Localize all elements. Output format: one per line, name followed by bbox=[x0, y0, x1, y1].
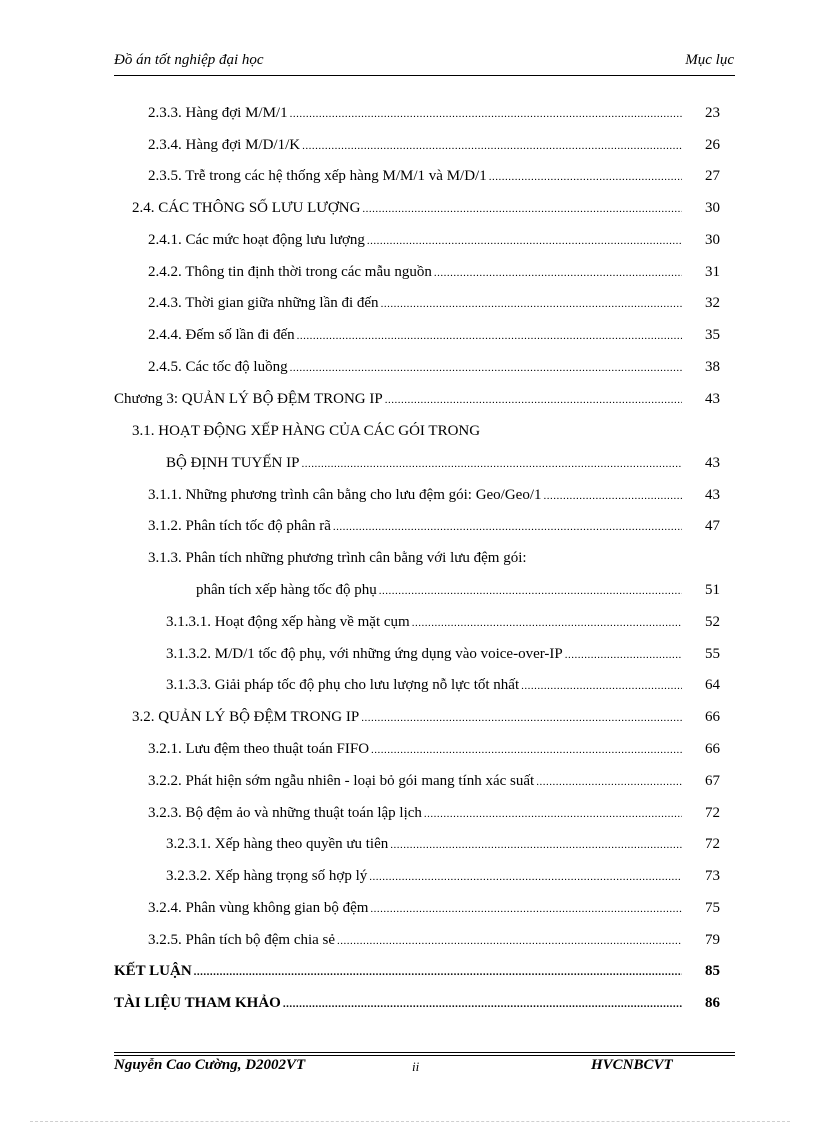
toc-page-number: 55 bbox=[705, 646, 720, 662]
toc-page-number: 67 bbox=[705, 773, 720, 789]
toc-page-number: 79 bbox=[705, 932, 720, 948]
dot-leader bbox=[385, 392, 682, 408]
toc-entry-3-1-3-continued[interactable]: phân tích xếp hàng tốc độ phụ ..... 51 bbox=[196, 575, 720, 599]
toc-entry-2-4-5[interactable]: 2.4.5. Các tốc độ luồng ..... 38 bbox=[148, 352, 720, 376]
toc-page-number: 64 bbox=[705, 677, 720, 693]
toc-page-number: 30 bbox=[705, 200, 720, 216]
toc-page-number: 47 bbox=[705, 518, 720, 534]
dot-leader bbox=[290, 360, 682, 376]
header-document-title: Đồ án tốt nghiệp đại học bbox=[114, 52, 264, 68]
footer-divider bbox=[114, 1052, 735, 1053]
dot-leader bbox=[369, 869, 682, 885]
dot-leader bbox=[544, 488, 682, 504]
dot-leader bbox=[337, 933, 682, 949]
dot-leader bbox=[379, 583, 682, 599]
dot-leader bbox=[390, 837, 682, 853]
dot-leader bbox=[194, 964, 682, 980]
page-edge bbox=[30, 1121, 790, 1122]
dot-leader bbox=[290, 106, 682, 122]
header-section-title: Mục lục bbox=[685, 52, 734, 68]
dot-leader bbox=[361, 710, 682, 726]
toc-entry-3-1-continued[interactable]: BỘ ĐỊNH TUYẾN IP ..... 43 bbox=[166, 448, 720, 472]
dot-leader bbox=[301, 456, 682, 472]
toc-page-number: 72 bbox=[705, 805, 720, 821]
toc-entry-2-4-3[interactable]: 2.4.3. Thời gian giữa những lần đi đến ..... 32 bbox=[148, 288, 720, 312]
toc-entry-3-2-1[interactable]: 3.2.1. Lưu đệm theo thuật toán FIFO ..... 66 bbox=[148, 734, 720, 758]
dot-leader bbox=[283, 996, 682, 1012]
dot-leader bbox=[565, 647, 682, 663]
toc-page-number: 86 bbox=[705, 995, 720, 1011]
toc-page-number: 43 bbox=[705, 487, 720, 503]
dot-leader bbox=[381, 296, 682, 312]
dot-leader bbox=[371, 742, 682, 758]
toc-page-number: 66 bbox=[705, 709, 720, 725]
toc-entry-3-2-3[interactable]: 3.2.3. Bộ đệm ảo và những thuật toán lập lịch ..... 72 bbox=[148, 798, 720, 822]
toc-page-number: 72 bbox=[705, 836, 720, 852]
toc-page-number: 85 bbox=[705, 963, 720, 979]
toc-entry-3-1-3-2[interactable]: 3.1.3.2. M/D/1 tốc độ phụ, với những ứng dụng vào voice-over-IP ..... 55 bbox=[166, 639, 720, 663]
toc-entry-3-2-5[interactable]: 3.2.5. Phân tích bộ đệm chia sẻ ..... 79 bbox=[148, 925, 720, 949]
toc-page-number: 75 bbox=[705, 900, 720, 916]
toc-page-number: 31 bbox=[705, 264, 720, 280]
toc-entry-2-3-5[interactable]: 2.3.5. Trễ trong các hệ thống xếp hàng M/M/1 và M/D/1 ..... 27 bbox=[148, 161, 720, 185]
dot-leader bbox=[362, 201, 682, 217]
toc-entry-3-1-2[interactable]: 3.1.2. Phân tích tốc độ phân rã ..... 47 bbox=[148, 511, 720, 535]
toc-entry-chapter-3[interactable]: Chương 3: QUẢN LÝ BỘ ĐỆM TRONG IP ..... 43 bbox=[114, 384, 720, 408]
dot-leader bbox=[370, 901, 682, 917]
toc-entry-3-1-3-1[interactable]: 3.1.3.1. Hoạt động xếp hàng về mặt cụm ..... 52 bbox=[166, 607, 720, 631]
toc-entry-2-4[interactable]: 2.4. CÁC THÔNG SỐ LƯU LƯỢNG ..... 30 bbox=[132, 193, 720, 217]
toc-page-number: 38 bbox=[705, 359, 720, 375]
toc-page-number: 30 bbox=[705, 232, 720, 248]
toc-entry-2-4-2[interactable]: 2.4.2. Thông tin định thời trong các mẫu nguồn ..... 31 bbox=[148, 257, 720, 281]
toc-entry-2-4-1[interactable]: 2.4.1. Các mức hoạt động lưu lượng ..... 30 bbox=[148, 225, 720, 249]
toc-entry-3-2-4[interactable]: 3.2.4. Phân vùng không gian bộ đệm ..... 75 bbox=[148, 893, 720, 917]
footer-page-number: ii bbox=[412, 1059, 420, 1074]
footer-author: Nguyễn Cao Cường, D2002VT bbox=[114, 1057, 306, 1073]
dot-leader bbox=[521, 678, 682, 694]
footer-divider-thin bbox=[114, 1055, 735, 1056]
toc-page-number: 51 bbox=[705, 582, 720, 598]
dot-leader bbox=[297, 328, 682, 344]
toc-entry-3-2-3-1[interactable]: 3.2.3.1. Xếp hàng theo quyền ưu tiên ..... 72 bbox=[166, 829, 720, 853]
toc-entry-2-3-3[interactable]: 2.3.3. Hàng đợi M/M/1 ..... 23 bbox=[148, 98, 720, 122]
toc-page-number: 66 bbox=[705, 741, 720, 757]
footer-organization: HVCNBCVT bbox=[591, 1057, 673, 1073]
toc-entry-references[interactable]: TÀI LIỆU THAM KHẢO ..... 86 bbox=[114, 988, 720, 1012]
toc-entry-2-3-4[interactable]: 2.3.4. Hàng đợi M/D/1/K ..... 26 bbox=[148, 130, 720, 154]
toc-page-number: 43 bbox=[705, 455, 720, 471]
dot-leader bbox=[333, 519, 682, 535]
dot-leader bbox=[536, 774, 682, 790]
toc-entry-3-1[interactable]: 3.1. HOẠT ĐỘNG XẾP HÀNG CỦA CÁC GÓI TRONG bbox=[132, 423, 481, 439]
toc-page-number: 43 bbox=[705, 391, 720, 407]
toc-page-number: 23 bbox=[705, 105, 720, 121]
toc-page-number: 73 bbox=[705, 868, 720, 884]
toc-entry-3-2[interactable]: 3.2. QUẢN LÝ BỘ ĐỆM TRONG IP ..... 66 bbox=[132, 702, 720, 726]
toc-entry-2-4-4[interactable]: 2.4.4. Đếm số lần đi đến ..... 35 bbox=[148, 320, 720, 344]
toc-page-number: 35 bbox=[705, 327, 720, 343]
dot-leader bbox=[367, 233, 682, 249]
dot-leader bbox=[434, 265, 682, 281]
toc-page-number: 27 bbox=[705, 168, 720, 184]
toc-entry-3-1-3-3[interactable]: 3.1.3.3. Giải pháp tốc độ phụ cho lưu lượng nỗ lực tốt nhất ..... 64 bbox=[166, 670, 720, 694]
toc-entry-3-2-3-2[interactable]: 3.2.3.2. Xếp hàng trọng số hợp lý ..... 73 bbox=[166, 861, 720, 885]
toc-entry-3-1-1[interactable]: 3.1.1. Những phương trình cân bằng cho lưu đệm gói: Geo/Geo/1 ..... 43 bbox=[148, 480, 720, 504]
toc-entry-conclusion[interactable]: KẾT LUẬN ..... 85 bbox=[114, 956, 720, 980]
toc-page-number: 26 bbox=[705, 137, 720, 153]
dot-leader bbox=[424, 806, 682, 822]
toc-page-number: 32 bbox=[705, 295, 720, 311]
dot-leader bbox=[489, 169, 682, 185]
toc-entry-3-1-3[interactable]: 3.1.3. Phân tích những phương trình cân bằng với lưu đệm gói: bbox=[148, 550, 527, 566]
dot-leader bbox=[302, 138, 682, 154]
toc-page-number: 52 bbox=[705, 614, 720, 630]
dot-leader bbox=[412, 615, 682, 631]
toc-entry-3-2-2[interactable]: 3.2.2. Phát hiện sớm ngẫu nhiên - loại bỏ gói mang tính xác suất ..... 67 bbox=[148, 766, 720, 790]
